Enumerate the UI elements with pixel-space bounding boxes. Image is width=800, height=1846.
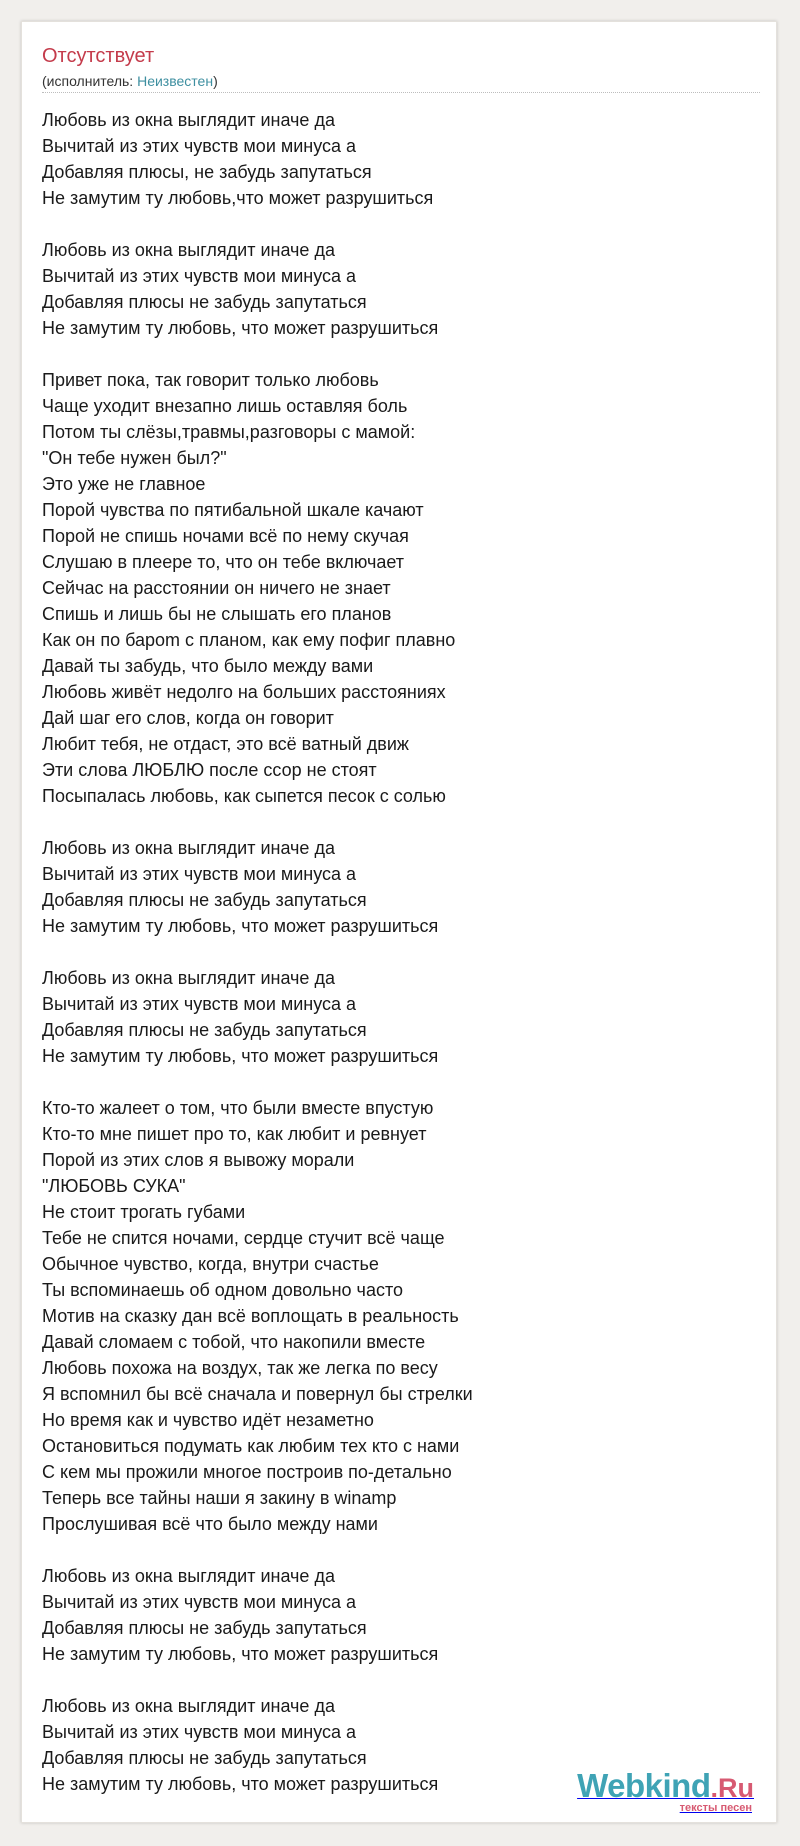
lyric-line: Любовь похожа на воздух, так же легка по весу — [42, 1358, 438, 1378]
lyric-line: Эти слова ЛЮБЛЮ после ссор не стоят — [42, 760, 377, 780]
lyric-line: Не замутим ту любовь, что может разрушиться — [42, 318, 439, 338]
lyric-line: Кто-то жалеет о том, что были вместе впустую — [42, 1098, 434, 1118]
lyric-line: Чаще уходит внезапно лишь оставляя боль — [42, 396, 408, 416]
lyric-line: Порой чувства по пятибальной шкале качают — [42, 500, 424, 520]
lyric-line: С кем мы прожили многое построив по-детально — [42, 1462, 452, 1482]
lyric-line: Вычитай из этих чувств мои минуса а — [42, 1722, 357, 1742]
lyric-line: Как он по бароm с планом, как ему пофиг плавно — [42, 630, 456, 650]
artist-link[interactable]: Неизвестен — [137, 73, 214, 89]
lyrics-card — [21, 21, 777, 1823]
lyric-line: Добавляя плюсы не забудь запутаться — [42, 890, 367, 910]
site-logo[interactable] — [577, 1769, 754, 1814]
lyric-line: Не замутим ту любовь, что может разрушиться — [42, 1774, 439, 1794]
lyric-line: Это уже не главное — [42, 474, 206, 494]
lyric-line: Вычитай из этих чувств мои минуса а — [42, 864, 357, 884]
lyric-line: Прослушивая всё что было между нами — [42, 1514, 378, 1534]
lyrics-stanza — [42, 965, 742, 1069]
lyric-line: Тебе не спится ночами, сердце стучит всё чаще — [42, 1228, 445, 1248]
lyric-line: Сейчас на расстоянии он ничего не знает — [42, 578, 391, 598]
lyric-line: Давай ты забудь, что было между вами — [42, 656, 374, 676]
lyrics-stanza — [42, 835, 742, 939]
artist-prefix: (исполнитель: — [42, 73, 138, 89]
artist-line — [42, 73, 218, 90]
lyrics-body — [42, 107, 742, 1823]
lyric-line: Слушаю в плеере то, что он тебе включает — [42, 552, 405, 572]
lyric-line: Спишь и лишь бы не слышать его планов — [42, 604, 392, 624]
lyric-line: Порой из этих слов я вывожу морали — [42, 1150, 355, 1170]
lyric-line: Любовь из окна выглядит иначе да — [42, 240, 335, 260]
lyric-line: Мотив на сказку дан всё воплощать в реальность — [42, 1306, 459, 1326]
logo-tagline: тексты песен — [679, 1802, 752, 1814]
lyric-line: Не замутим ту любовь, что может разрушиться — [42, 1046, 439, 1066]
lyric-line: Добавляя плюсы, не забудь запутаться — [42, 162, 372, 182]
lyric-line: Любовь из окна выглядит иначе да — [42, 1566, 335, 1586]
artist-suffix: ) — [213, 73, 218, 89]
lyric-line: Добавляя плюсы не забудь запутаться — [42, 292, 367, 312]
lyric-line: Вычитай из этих чувств мои минуса а — [42, 1592, 357, 1612]
song-title: Отсутствует — [42, 45, 155, 67]
lyrics-stanza — [42, 1095, 742, 1537]
lyric-line: Добавляя плюсы не забудь запутаться — [42, 1618, 367, 1638]
lyric-line: Любовь живёт недолго на больших расстояниях — [42, 682, 446, 702]
lyric-line: Вычитай из этих чувств мои минуса а — [42, 994, 357, 1014]
lyric-line: Дай шаг его слов, когда он говорит — [42, 708, 334, 728]
lyric-line: Посыпалась любовь, как сыпется песок с солью — [42, 786, 446, 806]
logo-wordmark: Webkind — [577, 1767, 711, 1804]
lyric-line: Не замутим ту любовь, что может разрушиться — [42, 1644, 439, 1664]
lyric-line: Любовь из окна выглядит иначе да — [42, 110, 335, 130]
lyric-line: Привет пока, так говорит только любовь — [42, 370, 379, 390]
lyric-line: Любовь из окна выглядит иначе да — [42, 1696, 335, 1716]
lyric-line: "ЛЮБОВЬ СУКА" — [42, 1176, 186, 1196]
lyric-line: Не замутим ту любовь, что может разрушиться — [42, 916, 439, 936]
lyric-line: Любовь из окна выглядит иначе да — [42, 838, 335, 858]
lyric-line: Но время как и чувство идёт незаметно — [42, 1410, 374, 1430]
lyric-line: Добавляя плюсы не забудь запутаться — [42, 1748, 367, 1768]
lyric-line: Добавляя плюсы не забудь запутаться — [42, 1020, 367, 1040]
divider — [42, 92, 760, 93]
lyric-line: Кто-то мне пишет про то, как любит и ревнует — [42, 1124, 427, 1144]
lyric-line: Любит тебя, не отдаст, это всё ватный движ — [42, 734, 409, 754]
lyric-line: Ты вспоминаешь об одном довольно часто — [42, 1280, 404, 1300]
lyrics-stanza — [42, 107, 742, 211]
lyric-line: Обычное чувство, когда, внутри счастье — [42, 1254, 379, 1274]
lyrics-stanza — [42, 1563, 742, 1667]
lyric-line: Не замутим ту любовь,что может разрушиться — [42, 188, 434, 208]
lyric-line: Остановиться подумать как любим тех кто с нами — [42, 1436, 460, 1456]
lyrics-stanza — [42, 237, 742, 341]
logo-tld: .Ru — [710, 1773, 754, 1803]
lyric-line: Порой не спишь ночами всё по нему скучая — [42, 526, 409, 546]
lyric-line: Вычитай из этих чувств мои минуса а — [42, 136, 357, 156]
lyric-line: Вычитай из этих чувств мои минуса а — [42, 266, 357, 286]
lyric-line: "Он тебе нужен был?" — [42, 448, 227, 468]
lyrics-stanza — [42, 367, 742, 809]
lyric-line: Я вспомнил бы всё сначала и повернул бы стрелки — [42, 1384, 473, 1404]
lyric-line: Любовь из окна выглядит иначе да — [42, 968, 335, 988]
lyric-line: Давай сломаем с тобой, что накопили вместе — [42, 1332, 426, 1352]
lyric-line: Не стоит трогать губами — [42, 1202, 246, 1222]
lyric-line: Потом ты слёзы,травмы,разговоры с мамой: — [42, 422, 416, 442]
lyric-line: Теперь все тайны наши я закину в winamp — [42, 1488, 397, 1508]
